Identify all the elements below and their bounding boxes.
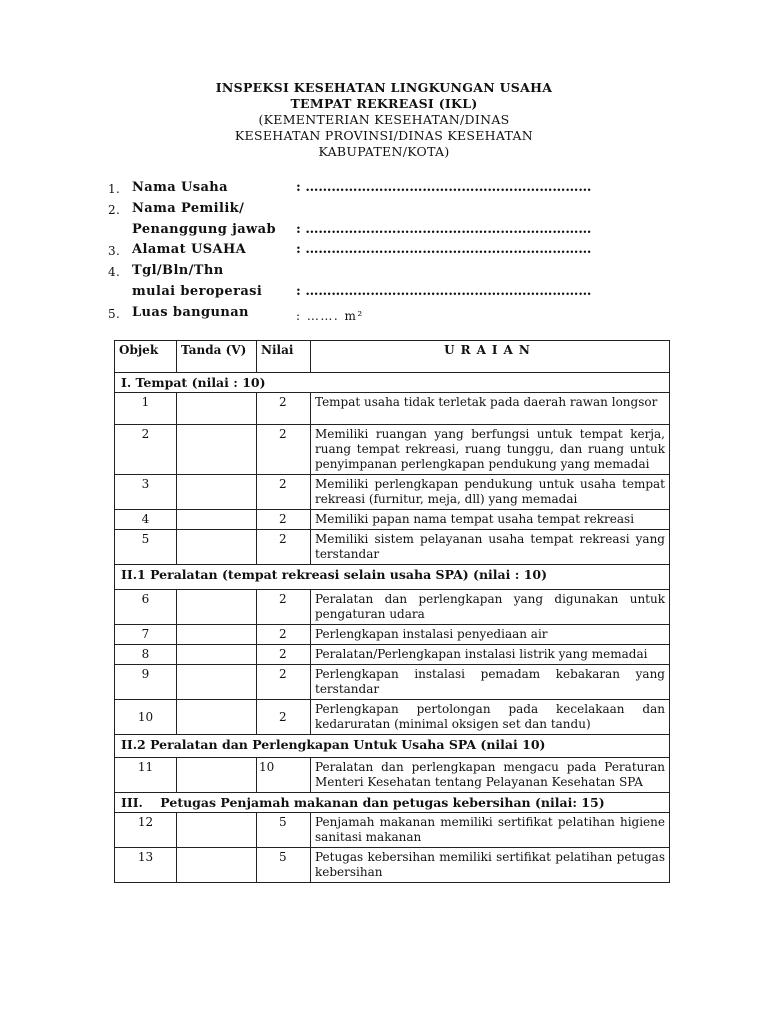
table-row <box>115 425 670 475</box>
info-number: 4. <box>108 265 121 280</box>
business-info-list <box>108 180 668 326</box>
info-label: Nama Usaha <box>132 180 228 195</box>
info-row-nama-pemilik <box>108 201 668 222</box>
document-title-line-1: INSPEKSI KESEHATAN LINGKUNGAN USAHA <box>215 80 553 95</box>
cell-tanda-checkbox[interactable] <box>177 813 257 848</box>
cell-uraian: Memiliki perlengkapan pendukung untuk usaha tempat rekreasi (furnitur, meja, dll) yang memadai <box>311 475 670 510</box>
cell-tanda-checkbox[interactable] <box>177 590 257 625</box>
cell-tanda-checkbox[interactable] <box>177 758 257 793</box>
column-header-objek: Objek <box>115 341 177 373</box>
cell-uraian: Penjamah makanan memiliki sertifikat pelatihan higiene sanitasi makanan <box>311 813 670 848</box>
section-title-petugas: III. Petugas Penjamah makanan dan petugas kebersihan (nilai: 15) <box>115 793 670 813</box>
document-subtitle-line-1: (KEMENTERIAN KESEHATAN/DINAS <box>258 112 510 127</box>
info-label: Nama Pemilik/ <box>132 200 245 216</box>
cell-nilai: 2 <box>257 700 311 735</box>
table-row <box>115 475 670 510</box>
table-row <box>115 758 670 793</box>
info-row-luas-bangunan <box>108 305 668 326</box>
cell-nilai: 2 <box>257 393 311 425</box>
cell-tanda-checkbox[interactable] <box>177 645 257 665</box>
info-value-field: : ………………………………………………………… <box>296 221 592 237</box>
cell-nilai: 2 <box>257 645 311 665</box>
cell-tanda-checkbox[interactable] <box>177 700 257 735</box>
info-label: Alamat USAHA <box>132 242 247 258</box>
cell-objek: 6 <box>115 590 177 625</box>
cell-objek: 2 <box>115 425 177 475</box>
cell-uraian: Memiliki ruangan yang berfungsi untuk tempat kerja, ruang tempat rekreasi, ruang tunggu, dan ruang untuk penyimpanan perlengkapan pendukung yang memadai <box>311 425 670 475</box>
table-row <box>115 813 670 848</box>
cell-objek: 7 <box>115 625 177 645</box>
section-title-tempat: I. Tempat (nilai : 10) <box>115 373 670 393</box>
cell-objek: 12 <box>115 813 177 848</box>
section-row <box>115 793 670 813</box>
column-header-tanda: Tanda (V) <box>177 341 257 373</box>
document-subtitle-line-3: KABUPATEN/KOTA) <box>318 144 450 159</box>
cell-nilai: 5 <box>257 848 311 883</box>
cell-tanda-checkbox[interactable] <box>177 530 257 565</box>
info-value-field: : ………………………………………………………… <box>296 242 592 258</box>
cell-tanda-checkbox[interactable] <box>177 665 257 700</box>
cell-objek: 5 <box>115 530 177 565</box>
cell-objek: 10 <box>115 700 177 735</box>
cell-objek: 3 <box>115 475 177 510</box>
cell-uraian: Peralatan dan perlengkapan yang digunakan untuk pengaturan udara <box>311 590 670 625</box>
info-number: 3. <box>108 244 121 259</box>
section-row <box>115 565 670 590</box>
cell-uraian: Perlengkapan instalasi penyediaan air <box>311 625 670 645</box>
cell-tanda-checkbox[interactable] <box>177 848 257 883</box>
info-number: 1. <box>108 182 121 196</box>
cell-tanda-checkbox[interactable] <box>177 625 257 645</box>
cell-uraian: Tempat usaha tidak terletak pada daerah rawan longsor <box>311 393 670 425</box>
info-value-field: : ………………………………………………………… <box>296 180 592 195</box>
cell-tanda-checkbox[interactable] <box>177 510 257 530</box>
section-title-peralatan: II.1 Peralatan (tempat rekreasi selain usaha SPA) (nilai : 10) <box>115 565 670 590</box>
info-value-field: : ……. m² <box>296 308 364 323</box>
inspection-table <box>114 340 670 883</box>
document-header <box>0 80 768 160</box>
info-row-nama-usaha <box>108 180 668 201</box>
cell-nilai: 5 <box>257 813 311 848</box>
cell-objek: 13 <box>115 848 177 883</box>
cell-nilai: 2 <box>257 510 311 530</box>
section-row <box>115 735 670 758</box>
table-row <box>115 510 670 530</box>
cell-objek: 1 <box>115 393 177 425</box>
cell-nilai: 2 <box>257 625 311 645</box>
info-label: mulai beroperasi <box>132 283 263 299</box>
table-row <box>115 700 670 735</box>
info-row-alamat-usaha <box>108 242 668 263</box>
info-value-field: : ………………………………………………………… <box>296 283 592 299</box>
table-row <box>115 590 670 625</box>
cell-nilai: 2 <box>257 475 311 510</box>
cell-nilai: 2 <box>257 590 311 625</box>
cell-uraian: Memiliki sistem pelayanan usaha tempat rekreasi yang terstandar <box>311 530 670 565</box>
cell-objek: 9 <box>115 665 177 700</box>
cell-tanda-checkbox[interactable] <box>177 475 257 510</box>
cell-uraian: Peralatan/Perlengkapan instalasi listrik yang memadai <box>311 645 670 665</box>
info-row-tgl-bln-thn <box>108 263 668 284</box>
table-row <box>115 848 670 883</box>
table-header-row <box>115 341 670 373</box>
cell-uraian: Memiliki papan nama tempat usaha tempat rekreasi <box>311 510 670 530</box>
table-row <box>115 665 670 700</box>
info-label: Luas bangunan <box>132 304 249 320</box>
cell-nilai: 2 <box>257 425 311 475</box>
cell-tanda-checkbox[interactable] <box>177 425 257 475</box>
cell-objek: 11 <box>115 758 177 793</box>
document-title-line-2: TEMPAT REKREASI (IKL) <box>290 96 478 111</box>
document-subtitle-line-2: KESEHATAN PROVINSI/DINAS KESEHATAN <box>234 128 534 143</box>
cell-uraian: Perlengkapan pertolongan pada kecelakaan dan kedaruratan (minimal oksigen set dan tandu) <box>311 700 670 735</box>
table-row <box>115 393 670 425</box>
table-row <box>115 645 670 665</box>
info-row-penanggung-jawab <box>108 222 668 243</box>
info-label: Penanggung jawab <box>132 221 276 237</box>
section-title-peralatan-spa: II.2 Peralatan dan Perlengkapan Untuk Usaha SPA (nilai 10) <box>115 735 670 758</box>
column-header-uraian: URAIAN <box>311 341 670 373</box>
cell-objek: 8 <box>115 645 177 665</box>
cell-nilai: 2 <box>257 665 311 700</box>
section-row <box>115 373 670 393</box>
cell-uraian: Perlengkapan instalasi pemadam kebakaran yang terstandar <box>311 665 670 700</box>
cell-nilai: 2 <box>257 530 311 565</box>
column-header-nilai: Nilai <box>257 341 311 373</box>
info-number: 5. <box>108 306 121 321</box>
cell-tanda-checkbox[interactable] <box>177 393 257 425</box>
info-row-mulai-beroperasi <box>108 284 668 305</box>
table-row <box>115 625 670 645</box>
info-number: 2. <box>108 202 121 217</box>
cell-uraian: Peralatan dan perlengkapan mengacu pada Peraturan Menteri Kesehatan tentang Pelayanan Kesehatan SPA <box>311 758 670 793</box>
table-row <box>115 530 670 565</box>
cell-objek: 4 <box>115 510 177 530</box>
info-label: Tgl/Bln/Thn <box>132 263 224 279</box>
cell-nilai: 10 <box>257 758 311 793</box>
cell-uraian: Petugas kebersihan memiliki sertifikat pelatihan petugas kebersihan <box>311 848 670 883</box>
